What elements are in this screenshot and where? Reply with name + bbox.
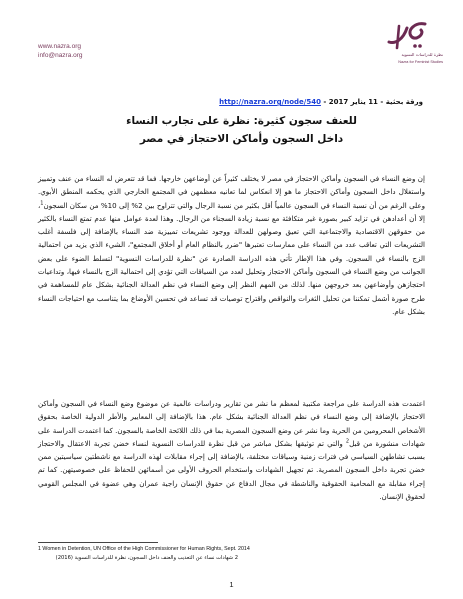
source-link[interactable]: http://nazra.org/node/540 [219,98,321,106]
paragraph-2-part-b: والتي تم توثيقها بشكل مباشر من قبل نظرة للدراسات النسوية لنساء خضن تجربة الاعتقال والاحتجاز بسبب نشاطهن السياسي في فترات زمنية وسياقات مختلفة، بالإضافة إلى إجراء مقابلات لهذه الدراسة مع ناشطتين سياسيتين ممن خضن تجربة داخل السجون المصرية. تم تجهيل الشهادات واستخدام الحروف الأولى من أسمائهن للحفاظ على خصوصيتهن. كما تم إجراء مقابلة مع المحامية الحقوقية والناشطة في مجال الدفاع عن حقوق الإنسان راجية عمران وهي عضوة في المجلس القومي لحقوق الإنسان. [38,438,425,502]
website-link[interactable]: www.nazra.org [38,43,81,50]
paragraph-2-part-a: اعتمدت هذه الدراسة على مراجعة مكتبية لمعظم ما نشر من تقارير ودراسات عالمية عن موضوع وضع النساء في السجون وأماكن الاحتجاز بالإضافة إلى وضع النساء في نظم العدالة الجنائية بشكل عام. هذا بالإضافة إلى المعايير والأطر الدولية الخاصة بحقوق الأشخاص المحرومين من الحرية وما نشر عن وضع السجون المصرية بما في ذلك اللائحة الخاصة بالسجون. كما اعتمدت الدراسة على شهادات منشورة من قبل [38,399,425,448]
logo-english-tagline: Nazra for Feminist Studies [398,60,443,64]
footnote-marker-2[interactable]: 2 [345,438,350,445]
body-paragraph-1 [38,172,425,318]
paragraph-1-part-a: إن وضع النساء في السجون وأماكن الاحتجاز في مصر لا يختلف كثيراً عن أوضاعهن خارجها. فما قد تتعرض له النساء من عنف وتمييز واستغلال داخل السجون وأماكن الاحتجاز ما هو إلا انعكاس لما تعانيه معظمهن في المجتمع الخارجي الذي يحكمه المنطق الأبوي. وعلى الرغم من أن نسبة النساء في السجون عالمياً أقل بكثير من نسبة الرجال والتي تتراوح بين 2% إلى 10% من سكان السجون [38,174,426,210]
footnote-marker-1[interactable]: 1 [40,200,44,207]
paragraph-1-part-b: ، إلا أن أعدادهن في تزايد كبير بصورة غير متكافئة مع نسبة زيادة السجناء من الرجال. وهذا لعدة عوامل منها عدم تمتع النساء بالكثير من حقوقهن الاقتصادية والاجتماعية التي تعيق وصولهن للعدالة ووجود تشريعات تمييزية ضد النساء بالإضافة إلى فلسفة أغلب التشريعات التي تعاقب عدد من النساء على ممارسات تعتبرها "ضرر بالنظام العام أو أخلاق المجتمع"، الشيء الذي يزيد من احتمالية الزج بالنساء في السجون. وفي هذا الإطار تأتي هذه الدراسة الصادرة عن "نظرة للدراسات النسوية" لتسلط الضوء على بعض الجوانب من وضع النساء في السجون وأماكن الاحتجاز وتحليل لعدد من السياقات التي تؤدي إلى احتمالية الزج بالنساء فيها، وتداعيات احتجازهن وأوضاعهن بعد خروجهن منها. لذلك من المهم النظر إلى وضع النساء في نظم العدالة الجنائية بشكل عام للمساهمة في طرح صورة أشمل تمكننا من تحليل الثغرات والنواقص واقتراح توصيات قد تساعد في تحسين الأوضاع بما يتناسب مع احتياجات النساء بشكل عام. [38,200,425,316]
title-line-1: للعنف سجون كثيرة: نظرة على تجارب النساء [126,115,357,127]
nazra-logo-mark-icon [385,20,429,54]
document-meta [219,98,423,106]
page-number: 1 [229,580,234,589]
footnote-2: 2 شهادات نساء عن التعذيب والعنف داخل السجون، نظرة للدراسات النسوية (2016) [55,555,238,561]
logo-arabic-tagline: نظرة للدراسات النسوية [401,52,443,57]
contact-info [38,42,83,60]
footnote-1: 1 Women in Detention, UN Office of the High Commissioner for Human Rights, Sept. 2014 [38,546,250,552]
body-paragraph-2 [38,397,425,503]
footnote-divider [38,542,158,543]
title-line-2: داخل السجون وأماكن الاحتجاز في مصر [139,133,344,145]
nazra-logo [385,20,445,72]
document-type: ورقة بحثية [385,98,423,106]
document-date: - 11 يناير 2017 - [323,98,384,106]
email-link[interactable]: info@nazra.org [38,52,83,59]
